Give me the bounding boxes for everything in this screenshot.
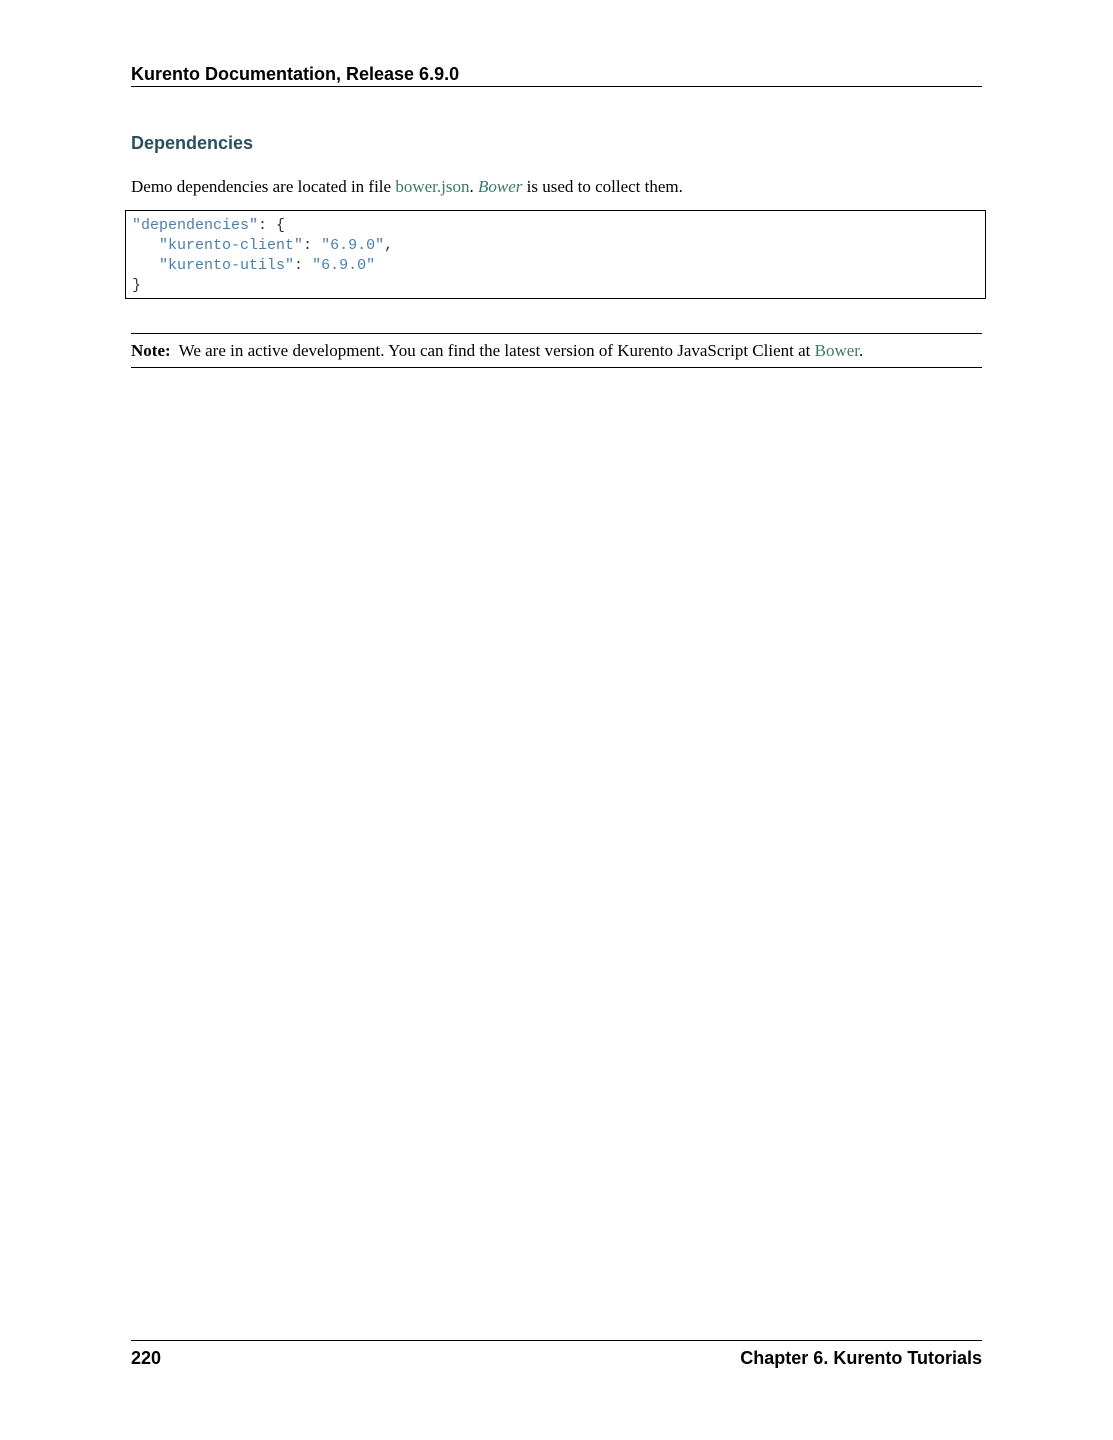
note-label: Note: [131, 341, 171, 360]
code-line-2 [132, 236, 985, 256]
code-key-kurento-client: "kurento-client" [159, 237, 304, 254]
note-end: . [859, 341, 864, 360]
code-key-dependencies: "dependencies" [132, 217, 259, 234]
code-line-4 [132, 276, 985, 296]
code-punct: , [384, 237, 394, 254]
section-heading: Dependencies [131, 133, 254, 153]
note-bower-link[interactable]: Bower [814, 341, 860, 360]
code-value-kurento-client: "6.9.0" [321, 237, 385, 254]
intro-text-between: . [469, 177, 478, 196]
note-box [131, 333, 982, 368]
code-line-1 [132, 216, 985, 236]
code-line-3 [132, 256, 985, 276]
code-punct: : { [258, 217, 286, 234]
code-punct: : [303, 237, 322, 254]
running-footer [131, 1340, 982, 1371]
code-block [125, 210, 986, 299]
intro-text-after: is used to collect them. [522, 177, 683, 196]
running-header [131, 60, 982, 87]
chapter-title: Chapter 6. Kurento Tutorials [740, 1348, 982, 1368]
note-text: We are in active development. You can find the latest version of Kurento JavaScript Client at [178, 341, 815, 360]
page-number: 220 [131, 1348, 162, 1368]
code-punct: : [294, 257, 313, 274]
code-closing-brace: } [132, 277, 142, 294]
code-indent [132, 237, 159, 254]
intro-text-before: Demo dependencies are located in file [131, 177, 396, 196]
code-indent [132, 257, 159, 274]
intro-paragraph [131, 175, 683, 199]
bower-reference-link[interactable]: Bower [477, 177, 523, 196]
document-title: Kurento Documentation, Release 6.9.0 [131, 64, 460, 84]
bower-json-link[interactable]: bower.json [395, 177, 470, 196]
code-key-kurento-utils: "kurento-utils" [159, 257, 295, 274]
code-value-kurento-utils: "6.9.0" [312, 257, 376, 274]
